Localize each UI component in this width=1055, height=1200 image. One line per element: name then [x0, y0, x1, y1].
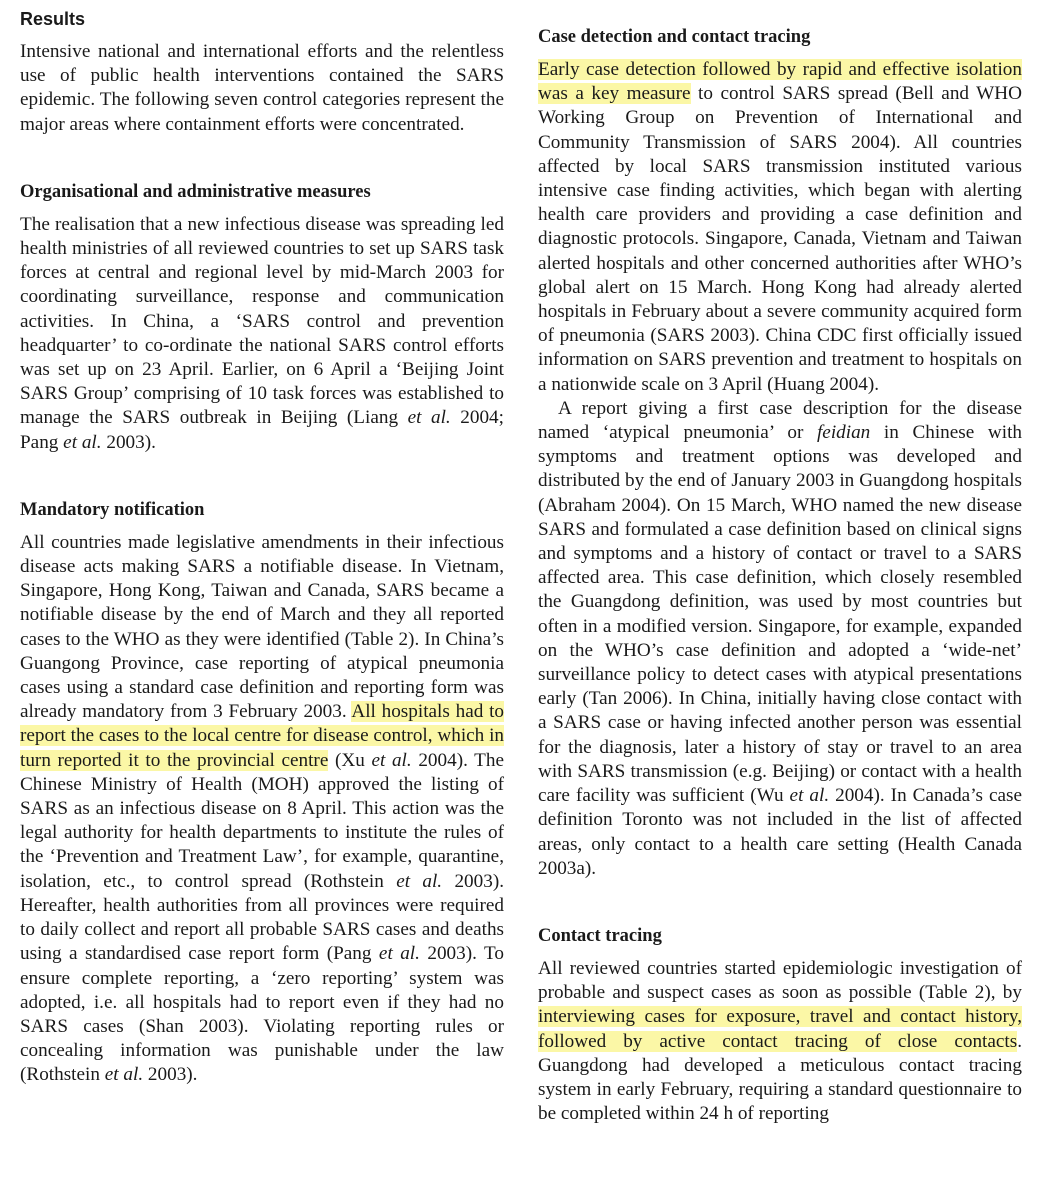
- highlighted-text: interviewing cases for exposure, travel and contact history, followed by active contact tracing of close contacts: [538, 1006, 1022, 1052]
- right-column: [538, 6, 1022, 1126]
- left-column: [20, 6, 504, 1088]
- contact-tracing-paragraph: All reviewed countries started epidemiologic investigation of probable and suspect cases as soon as possible (Table 2), by interviewing cases for exposure, travel and contact history, followed by active contact tracing of close contacts. Guangdong had developed a meticulous contact tracing system in early February, requiring a standard questionnaire to be completed within 24 h of reporting: [538, 957, 1022, 1125]
- highlighted-text: Early case detection followed by rapid and effective isolation was a key measure: [538, 59, 1022, 105]
- case-detection-paragraph-1: Early case detection followed by rapid and effective isolation was a key measure to control SARS spread (Bell and WHO Working Group on Prevention of International and Community Transmission of SARS 2004). All countries affected by local SARS transmission instituted various intensive case finding activities, which began with alerting health care providers and providing a case definition and diagnostic protocols. Singapore, Canada, Vietnam and Taiwan alerted hospitals and other concerned authorities after WHO’s global alert on 15 March. Hong Kong had already alerted hospitals in February about a severe community acquired form of pneumonia (SARS 2003). China CDC first officially issued information on SARS prevention and treatment to hospitals on a nationwide scale on 3 April (Huang 2004).: [538, 59, 1023, 395]
- mandatory-notification-heading: Mandatory notification: [20, 499, 205, 520]
- org-measures-paragraph: The realisation that a new infectious disease was spreading led health ministries of all reviewed countries to set up SARS task forces at central and regional level by mid-March 2003 for coordinating surveillance, response and communication activities. In China, a ‘SARS control and prevention headquarter’ to co-ordinate the national SARS control efforts was set up on 23 April. Earlier, on 6 April a ‘Beijing Joint SARS Group’ comprising of 10 task forces was established to manage the SARS outbreak in Beijing (Liang et al. 2004; Pang et al. 2003).: [20, 213, 504, 453]
- org-measures-heading: Organisational and administrative measures: [20, 181, 371, 202]
- results-heading: Results: [20, 9, 86, 29]
- mandatory-notification-paragraph: All countries made legislative amendments in their infectious disease acts making SARS a notifiable disease. In Vietnam, Singapore, Hong Kong, Taiwan and Canada, SARS became a notifiable disease by the end of March and they all reported cases to the WHO as they were identified (Table 2). In China’s Guangong Province, case reporting of atypical pneumonia cases using a standard case definition and reporting form was already mandatory from 3 February 2003. All hospitals had to report the cases to the local centre for disease control, which in turn reported it to the provincial centre (Xu et al. 2004). The Chinese Ministry of Health (MOH) approved the listing of SARS as an infectious disease on 8 April. This action was the legal authority for health departments to institute the rules of the ‘Prevention and Treatment Law’, for example, quarantine, isolation, etc., to control spread (Rothstein et al. 2003). Hereafter, health authorities from all provinces were required to daily collect and report all probable SARS cases and deaths using a standardised case report form (Pang et al. 2003). To ensure complete reporting, a ‘zero reporting’ system was adopted, i.e. all hospitals had to report even if they had no SARS cases (Shan 2003). Violating reporting rules or concealing information was punishable under the law (Rothstein et al. 2003).: [20, 531, 505, 1086]
- contact-tracing-heading: Contact tracing: [538, 925, 662, 946]
- case-detection-paragraph-2: A report giving a first case description for the disease named ‘atypical pneumonia’ or feidian in Chinese with symptoms and treatment options was developed and distributed by the end of January 2003 in Guangdong hospitals (Abraham 2004). On 15 March, WHO named the new disease SARS and formulated a case definition based on clinical signs and symptoms and a history of contact or travel to a SARS affected area. This case definition, which closely resembled the Guangdong definition, was used by most countries but often in a modified version. Singapore, for example, expanded on the WHO’s case definition and adopted a ‘wide-net’ surveillance policy to detect cases with atypical presentations early (Tan 2006). In China, initially having close contact with a SARS case or having infected another person was essential for the diagnosis, later a history of stay or travel to an area with SARS transmission (e.g. Beijing) or contact with a health care facility was sufficient (Wu et al. 2004). In Canada’s case definition Toronto was not included in the list of affected areas, only contact to a health care setting (Health Canada 2003a).: [538, 397, 1022, 879]
- results-paragraph: Intensive national and international efforts and the relentless use of public health interventions contained the SARS epidemic. The following seven control categories represent the major areas where containment efforts were concentrated.: [20, 41, 504, 135]
- case-detection-heading: Case detection and contact tracing: [538, 27, 811, 47]
- highlighted-text: All hospitals had to report the cases to the local centre for disease control, which in turn reported it to the provincial centre: [20, 701, 504, 771]
